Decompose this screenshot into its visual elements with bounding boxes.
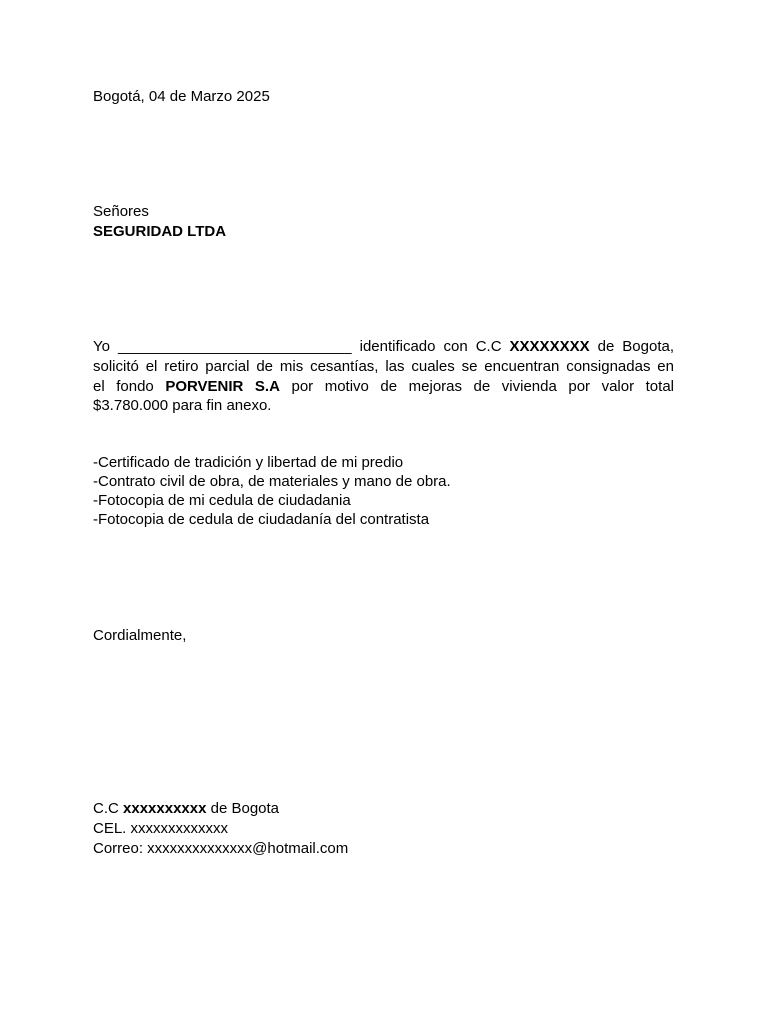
body-fund-prefix: el fondo — [93, 378, 154, 395]
body-id-text: identificado con C.C — [359, 338, 502, 355]
signature-cel: CEL. xxxxxxxxxxxxx — [93, 820, 229, 837]
cc-number: XXXXXXXX — [509, 338, 590, 355]
closing: Cordialmente, — [93, 627, 187, 644]
signature-email: Correo: xxxxxxxxxxxxxx@hotmail.com — [93, 840, 349, 857]
fund-name: PORVENIR S.A — [165, 378, 280, 395]
attachment-item: -Certificado de tradición y libertad de mi predio — [93, 454, 404, 471]
body-line-3 — [93, 377, 674, 397]
attachment-item: -Contrato civil de obra, de materiales y mano de obra. — [93, 473, 451, 490]
body-city: de Bogota, — [597, 338, 675, 355]
name-blank: ____________________________ — [118, 338, 352, 355]
signature-cc-value: xxxxxxxxxx — [123, 800, 207, 817]
body-line-2: solicitó el retiro parcial de mis cesantías, las cuales se encuentran consignadas en — [93, 358, 674, 375]
signature-cc-suffix: de Bogota — [210, 800, 280, 817]
letter-date: Bogotá, 04 de Marzo 2025 — [93, 88, 270, 105]
signature-cc-prefix: C.C — [93, 800, 119, 817]
body-line-4: $3.780.000 para fin anexo. — [93, 397, 272, 414]
salutation: Señores — [93, 203, 149, 220]
body-prefix: Yo — [93, 338, 110, 355]
signature-cc — [93, 799, 279, 818]
recipient: SEGURIDAD LTDA — [93, 223, 227, 240]
attachment-item: -Fotocopia de cedula de ciudadanía del contratista — [93, 511, 430, 528]
body-fund-suffix: por motivo de mejoras de vivienda por valor total — [291, 378, 674, 395]
attachment-item: -Fotocopia de mi cedula de ciudadania — [93, 492, 351, 509]
body-line-1 — [93, 337, 674, 357]
